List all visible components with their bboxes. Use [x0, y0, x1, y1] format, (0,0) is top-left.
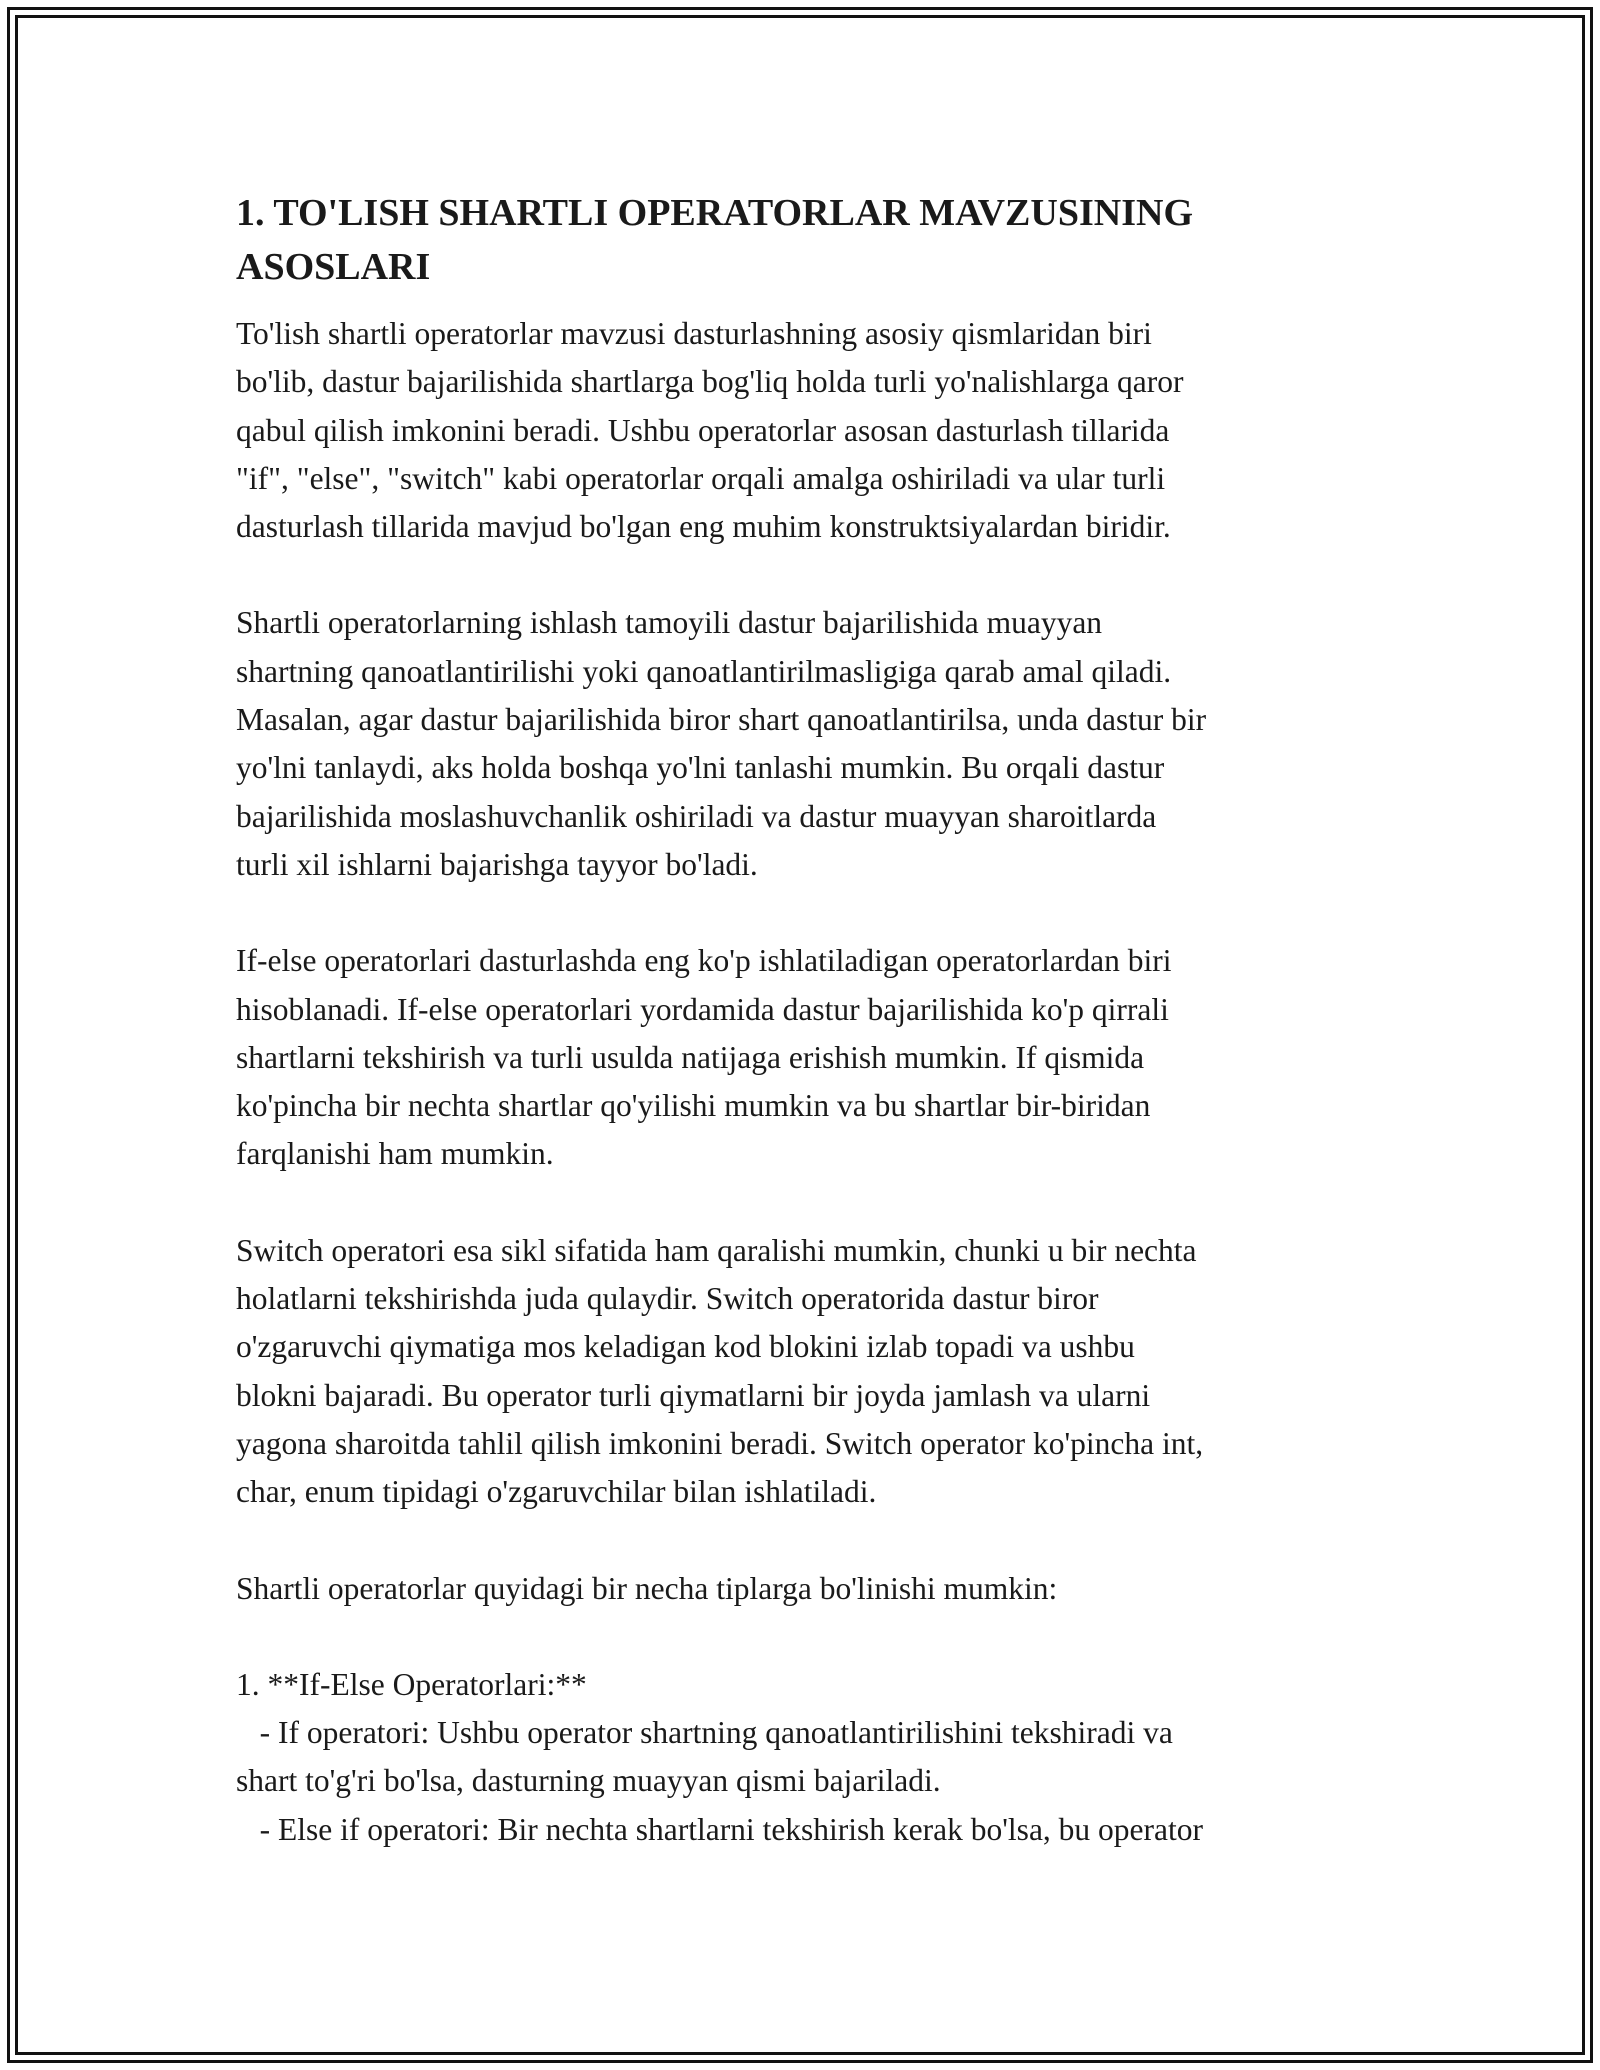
- paragraph-intro: To'lish shartli operatorlar mavzusi dasturlashning asosiy qismlaridan biri bo'lib, dastur bajarilishida shartlarga bog'liq holda turli yo'nalishlarga qaror qabul qilish imkonini beradi. Ushbu operatorlar asosan dasturlash tillarida "if", "else", "switch" kabi operatorlar orqali amalga oshiriladi va ular turli dasturlash tillarida mavjud bo'lgan eng muhim konstruktsiyalardan biridir.: [236, 316, 1184, 545]
- document-body: [236, 186, 1366, 1854]
- document-heading: 1. TO'LISH SHARTLI OPERATORLAR MAVZUSINING ASOSLARI: [236, 192, 1193, 288]
- list-item-if-else-operators: 1. **If-Else Operatorlari:** - If operatori: Ushbu operator shartning qanoatlantirilishini tekshiradi va shart to'g'ri bo'lsa, dasturning muayyan qismi bajariladi. - Else if operatori: Bir nechta shartlarni tekshirish kerak bo'lsa, bu operator: [236, 1666, 1203, 1847]
- paragraph-working-principle: Shartli operatorlarning ishlash tamoyili dastur bajarilishida muayyan shartning qanoatlantirilishi yoki qanoatlantirilmasligiga qarab amal qiladi. Masalan, agar dastur bajarilishida biror shart qanoatlantirilsa, unda dastur bir yo'lni tanlaydi, aks holda boshqa yo'lni tanlashi mumkin. Bu orqali dastur bajarilishida moslashuvchanlik oshiriladi va dastur muayyan sharoitlarda turli xil ishlarni bajarishga tayyor bo'ladi.: [236, 605, 1207, 882]
- paragraph-types-intro: Shartli operatorlar quyidagi bir necha tiplarga bo'linishi mumkin:: [236, 1570, 1058, 1606]
- paragraph-if-else: If-else operatorlari dasturlashda eng ko'p ishlatiladigan operatorlardan biri hisoblanadi. If-else operatorlari yordamida dastur bajarilishida ko'p qirrali shartlarni tekshirish va turli usulda natijaga erishish mumkin. If qismida ko'pincha bir nechta shartlar qo'yilishi mumkin va bu shartlar bir-biridan farqlanishi ham mumkin.: [236, 943, 1172, 1172]
- paragraph-switch: Switch operatori esa sikl sifatida ham qaralishi mumkin, chunki u bir nechta holatlarni tekshirishda juda qulaydir. Switch operatorida dastur biror o'zgaruvchi qiymatiga mos keladigan kod blokini izlab topadi va ushbu blokni bajaradi. Bu operator turli qiymatlarni bir joyda jamlash va ularni yagona sharoitda tahlil qilish imkonini beradi. Switch operator ko'pincha int, char, enum tipidagi o'zgaruvchilar bilan ishlatiladi.: [236, 1232, 1204, 1510]
